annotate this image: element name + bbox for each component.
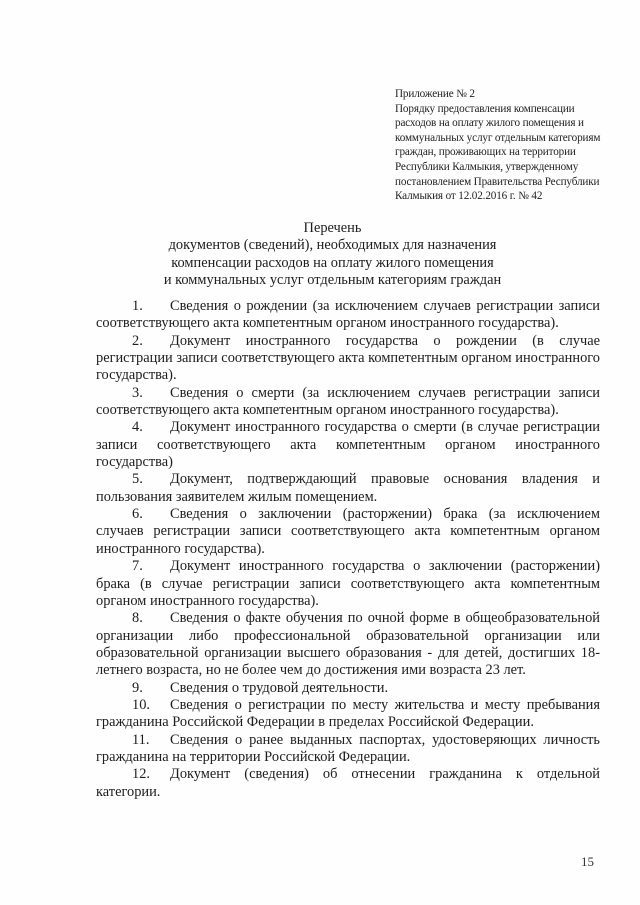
appendix-line: постановлением Правительства Республики (395, 175, 600, 188)
list-item (96, 385, 600, 420)
item-text: Документ (сведения) об отнесении гражданина к отдельной категории. (96, 766, 600, 800)
list-item (96, 298, 600, 333)
item-text: Сведения о регистрации по месту жительства и месту пребывания гражданина Российской Федерации в пределах Российской Федерации. (96, 696, 600, 731)
page-number: 15 (581, 854, 594, 869)
item-text: Сведения о факте обучения по очной форме в общеобразовательной организации либо профессиональной образовательной организации или образовательной организации высшего образования - для детей, достигших 18-летнего возраста, но не более чем до достижения ими возраста 23 лет. (96, 610, 600, 679)
list-item (96, 610, 600, 679)
list-item (96, 471, 600, 506)
list-item (96, 732, 600, 767)
item-text: Сведения о ранее выданных паспортах, удостоверяющих личность гражданина на территории Российской Федерации. (96, 731, 600, 765)
item-text: Сведения о трудовой деятельности. (170, 679, 389, 696)
item-text: Документ, подтверждающий правовые основания владения и пользования заявителем жилым помещением. (96, 471, 600, 505)
title-line: документов (сведений), необходимых для назначения (168, 237, 497, 254)
list-item (96, 697, 600, 732)
appendix-header (395, 87, 635, 204)
item-text: Документ иностранного государства о рождении (в случае регистрации записи соответствующего акта компетентным органом иностранного государства). (96, 332, 600, 384)
item-number: 7. (132, 558, 143, 575)
item-text: Документ иностранного государства о заключении (расторжении) брака (в случае регистрации записи соответствующего акта компетентным органом иностранного государства). (96, 558, 600, 609)
list-item (96, 680, 600, 697)
item-text: Документ иностранного государства о смерти (в случае регистрации записи соответствующего акта компетентным органом иностранного государства) (96, 419, 600, 471)
appendix-line: коммунальных услуг отдельным категориям (395, 131, 601, 144)
list-item (96, 766, 600, 801)
appendix-line: Порядку предоставления компенсации (395, 102, 575, 115)
item-number: 3. (132, 384, 143, 401)
item-number: 2. (132, 332, 143, 349)
title-line: компенсации расходов на оплату жилого помещения (171, 254, 494, 271)
document-list (96, 298, 600, 801)
appendix-line: Приложение № 2 (395, 88, 475, 100)
appendix-line: Калмыкия от 12.02.2016 г. № 42 (395, 190, 543, 203)
title-line: и коммунальных услуг отдельным категориям граждан (163, 272, 502, 289)
item-number: 10. (132, 696, 150, 713)
item-number: 6. (132, 506, 143, 523)
appendix-line: граждан, проживающих на территории (395, 146, 576, 159)
document-title (100, 220, 565, 290)
item-number: 4. (132, 419, 143, 436)
list-item (96, 333, 600, 385)
item-number: 12. (132, 766, 150, 783)
item-number: 9. (132, 679, 143, 696)
item-number: 5. (132, 471, 143, 488)
list-item (96, 558, 600, 610)
item-number: 1. (132, 298, 143, 314)
appendix-line: Республики Калмыкия, утвержденному (395, 160, 579, 173)
list-item (96, 506, 600, 558)
item-number: 8. (132, 610, 143, 627)
list-item (96, 419, 600, 471)
item-text: Сведения о рождении (за исключением случаев регистрации записи соответствующего акта компетентным органом иностранного государства). (96, 298, 600, 332)
item-text: Сведения о заключении (расторжении) брака (за исключением случаев регистрации записи соответствующего акта компетентным органом иностранного государства). (96, 506, 600, 557)
appendix-line: расходов на оплату жилого помещения и (395, 117, 584, 130)
title-line: Перечень (303, 220, 362, 236)
item-text: Сведения о смерти (за исключением случаев регистрации записи соответствующего акта компетентным органом иностранного государства). (96, 384, 600, 419)
item-number: 11. (132, 731, 150, 748)
